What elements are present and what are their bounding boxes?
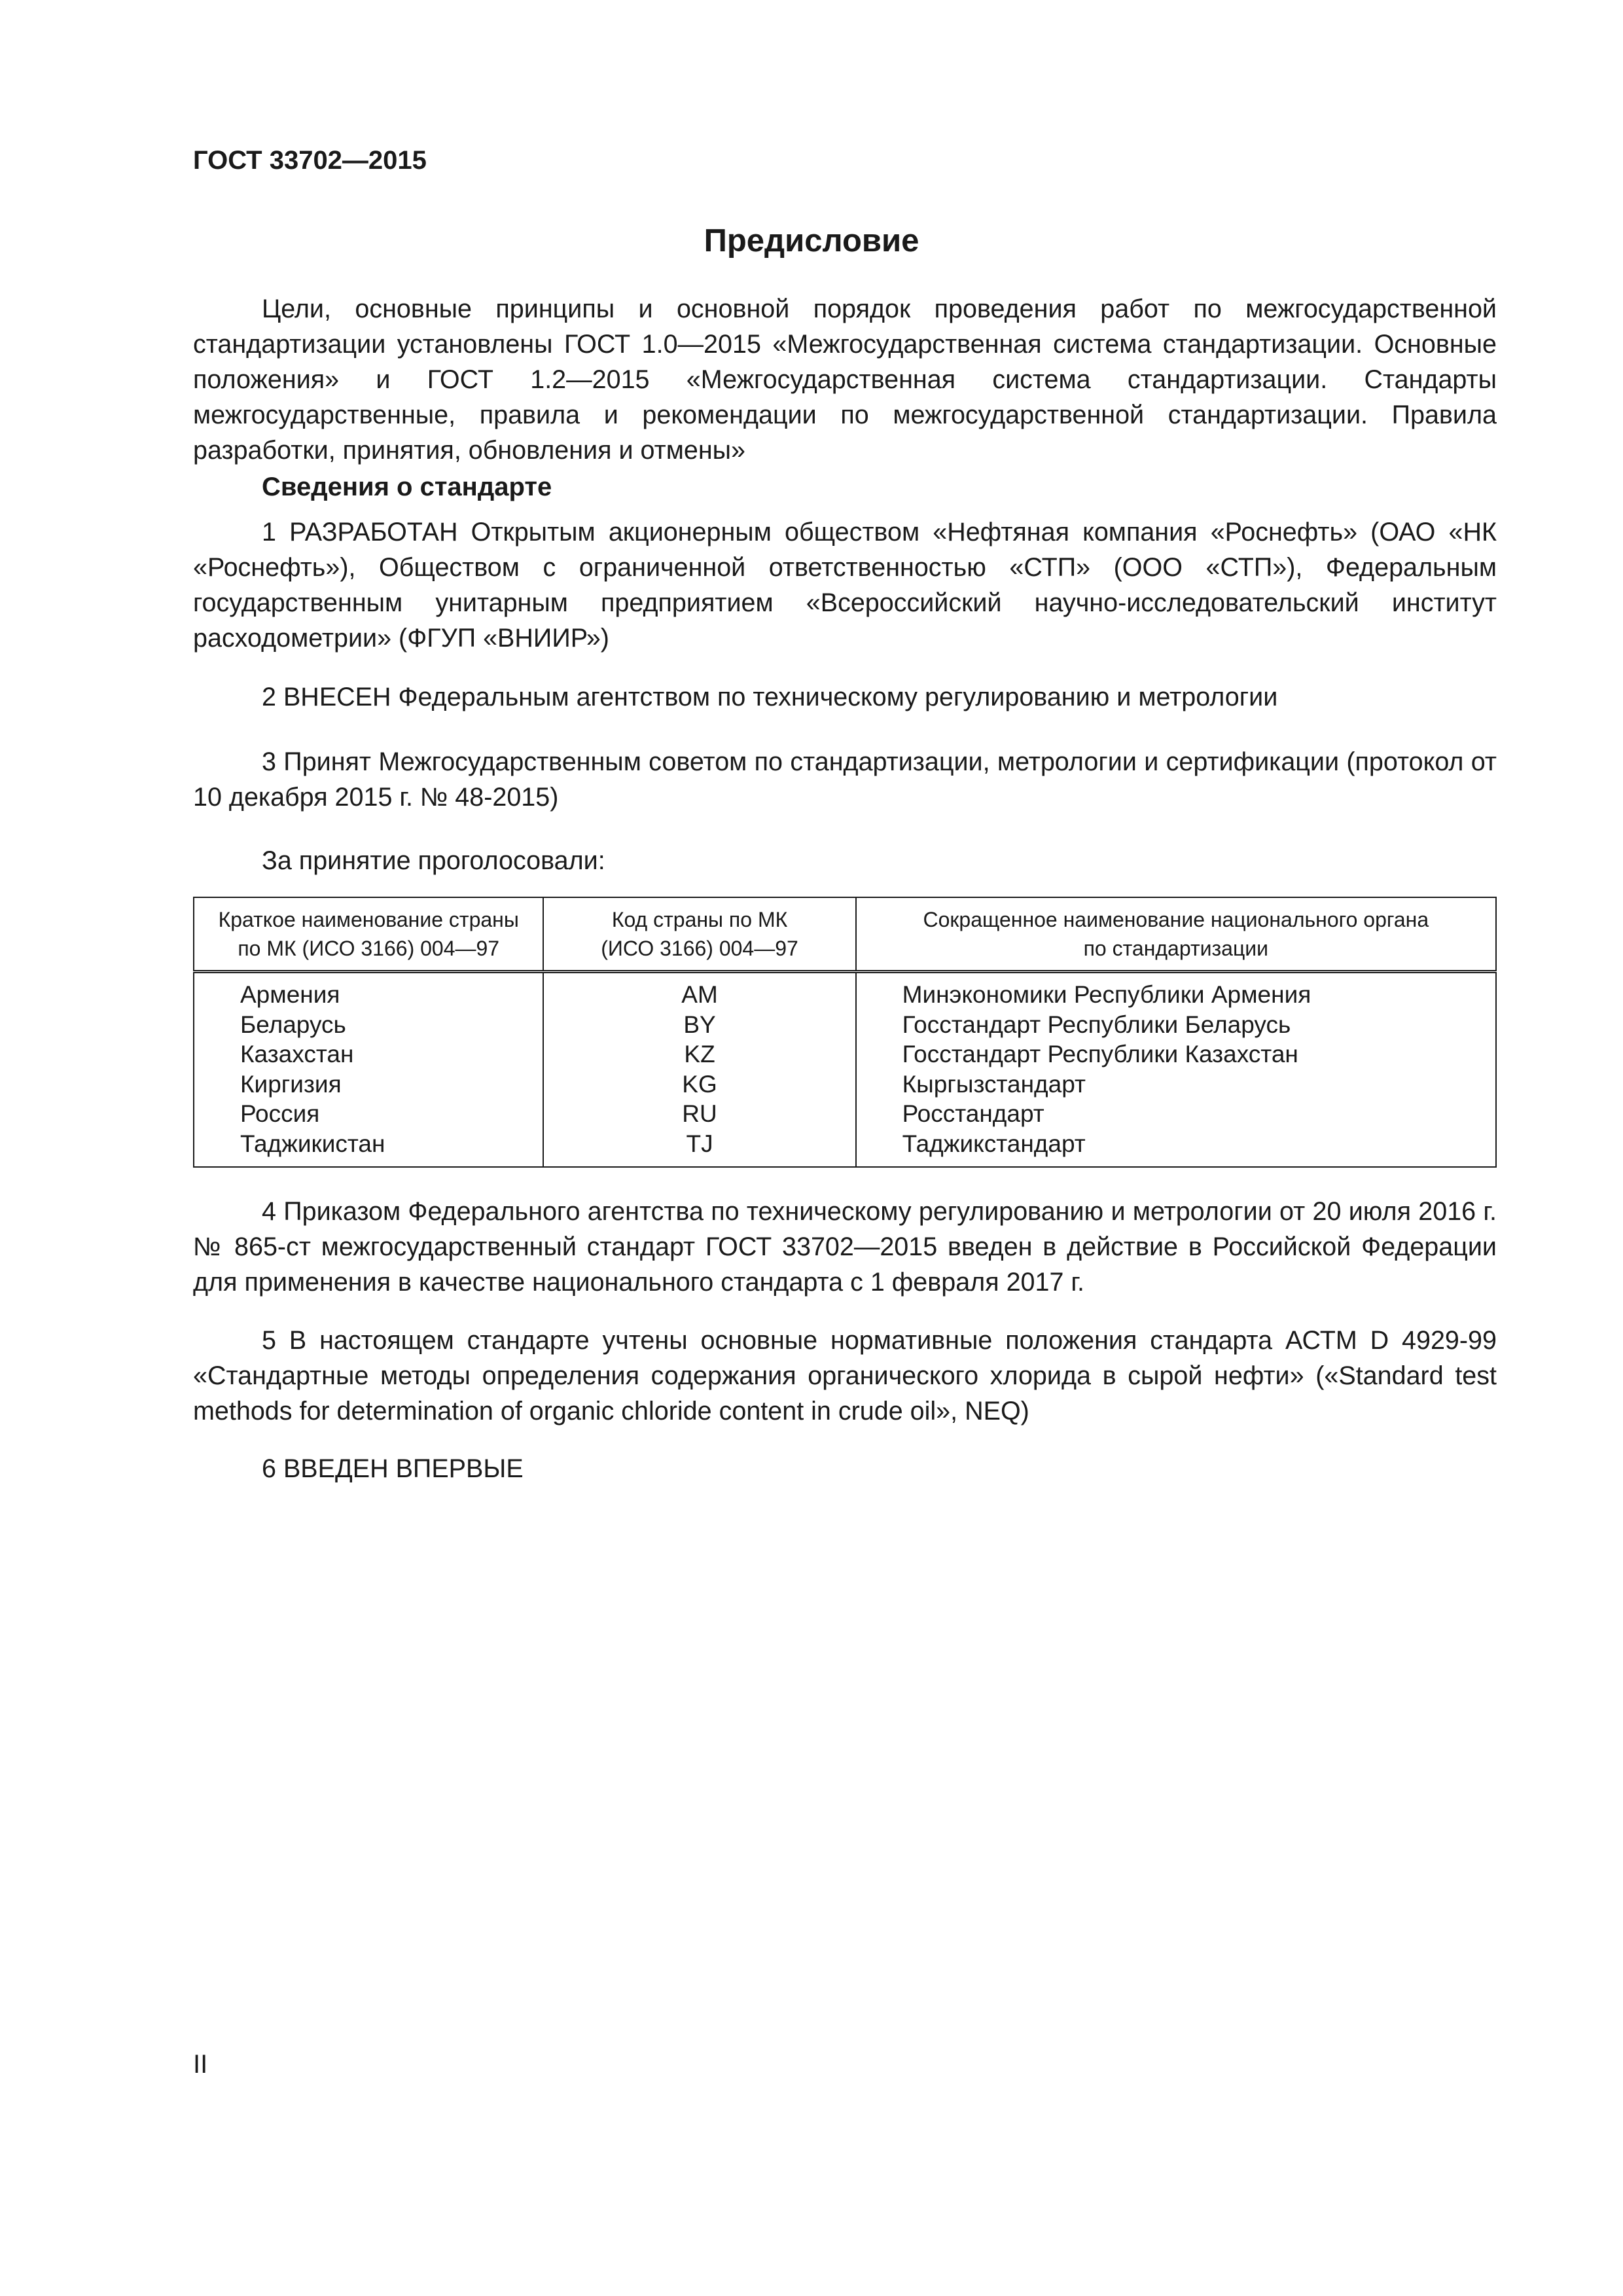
country-cell: Армения bbox=[240, 981, 340, 1008]
header-country bbox=[194, 897, 543, 972]
code-column bbox=[543, 972, 855, 1168]
vote-intro: За принятие проголосовали: bbox=[262, 846, 605, 875]
intro-paragraph: Цели, основные принципы и основной порядок проведения работ по межгосударственной стандартизации установлены ГОСТ 1.0—2015 «Межгосударственная система стандартизации. Основные положения» и ГОСТ 1.2—2015 «Межгосударственная система стандартизации. Стандарты межгосударственные, правила и рекомендации по межгосударственной стандартизации. Правила разработки, принятия, обновления и отмены» bbox=[193, 295, 1497, 465]
item-2-submitted: 2 ВНЕСЕН Федеральным агентством по техническому регулированию и метрологии bbox=[262, 683, 1278, 711]
item-4-order: 4 Приказом Федерального агентства по техническому регулированию и метрологии от 20 июля 2016 г. № 865-ст межгосударственный стандарт ГОСТ 33702—2015 введен в действие в Российской Федерации для применения в качестве национального стандарта с 1 февраля 2017 г. bbox=[193, 1197, 1497, 1297]
country-cell: Беларусь bbox=[240, 1011, 346, 1038]
body-cell: Минэкономики Республики Армения bbox=[902, 981, 1311, 1008]
country-cell: Казахстан bbox=[240, 1041, 354, 1067]
code-cell: KG bbox=[682, 1070, 717, 1098]
country-column bbox=[194, 972, 543, 1168]
body-cell: Госстандарт Республики Беларусь bbox=[902, 1011, 1291, 1038]
code-cell: KZ bbox=[684, 1041, 715, 1067]
header-standards-body bbox=[856, 897, 1496, 972]
header-code-line2: (ИСО 3166) 004—97 bbox=[601, 937, 798, 960]
body-column bbox=[856, 972, 1496, 1168]
body-cell: Таджикстандарт bbox=[902, 1130, 1086, 1157]
body-cell: Росстандарт bbox=[902, 1100, 1044, 1127]
item-6-first-introduced: 6 ВВЕДЕН ВПЕРВЫЕ bbox=[262, 1454, 524, 1483]
country-cell: Россия bbox=[240, 1100, 320, 1127]
header-code-line1: Код страны по МК bbox=[611, 908, 788, 931]
body-cell: Госстандарт Республики Казахстан bbox=[902, 1041, 1298, 1067]
document-code: ГОСТ 33702—2015 bbox=[193, 146, 427, 175]
code-cell: AM bbox=[681, 981, 718, 1008]
item-5-reference: 5 В настоящем стандарте учтены основные нормативные положения стандарта АСТМ D 4929-99 «Стандартные методы определения содержания органического хлорида в сырой нефти» («Standard test methods for determination of organic chloride content in crude oil», NEQ) bbox=[193, 1326, 1497, 1426]
item-1-developed: 1 РАЗРАБОТАН Открытым акционерным обществом «Нефтяная компания «Роснефть» (ОАО «НК «Роснефть»), Обществом с ограниченной ответственностью «СТП» (ООО «СТП»), Федеральным государственным унитарным предприятием «Всероссийский научно-исследовательский институт расходометрии» (ФГУП «ВНИИР») bbox=[193, 518, 1497, 653]
header-body-line2: по стандартизации bbox=[1083, 937, 1269, 960]
body-cell: Кыргызстандарт bbox=[902, 1070, 1086, 1098]
voting-table bbox=[193, 897, 1497, 1168]
country-cell: Киргизия bbox=[240, 1070, 342, 1098]
header-country-line2: по МК (ИСО 3166) 004—97 bbox=[238, 937, 500, 960]
code-cell: TJ bbox=[686, 1130, 713, 1157]
code-cell: BY bbox=[683, 1011, 716, 1038]
section-title: Сведения о стандарте bbox=[262, 473, 552, 501]
country-cell: Таджикистан bbox=[240, 1130, 385, 1157]
page-title: Предисловие bbox=[704, 223, 919, 259]
item-3-adopted: 3 Принят Межгосударственным советом по стандартизации, метрологии и сертификации (протокол от 10 декабря 2015 г. № 48-2015) bbox=[193, 747, 1497, 812]
page-number: II bbox=[193, 2050, 208, 2079]
header-body-line1: Сокращенное наименование национального органа bbox=[923, 908, 1429, 931]
code-cell: RU bbox=[682, 1100, 717, 1127]
header-country-line1: Краткое наименование страны bbox=[218, 908, 519, 931]
table-body-row bbox=[194, 972, 1496, 1168]
table-header-row bbox=[194, 897, 1496, 972]
header-code bbox=[543, 897, 855, 972]
